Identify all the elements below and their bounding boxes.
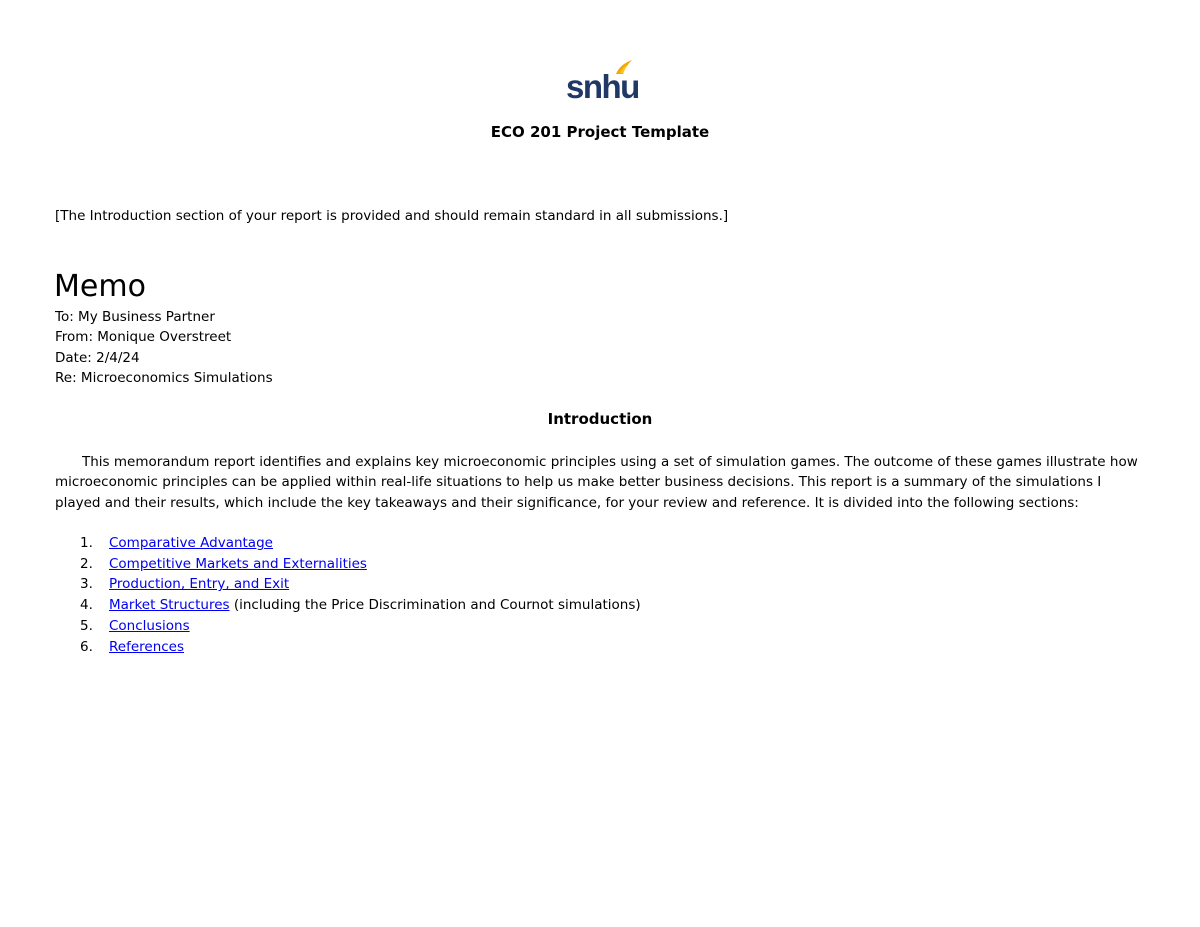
list-suffix: (including the Price Discrimination and Cournot simulations) xyxy=(229,597,641,614)
memo-re: Re: Microeconomics Simulations xyxy=(55,369,273,386)
link-production-entry-exit[interactable]: Production, Entry, and Exit xyxy=(109,576,290,593)
link-comparative-advantage[interactable]: Comparative Advantage xyxy=(109,535,273,551)
intro-note: [The Introduction section of your report is provided and should remain standard in all submissions.] xyxy=(55,208,729,224)
list-number: 3. xyxy=(80,576,93,593)
snhu-logo xyxy=(566,58,639,105)
list-number: 6. xyxy=(80,638,93,655)
list-item xyxy=(80,616,641,637)
introduction-heading: Introduction xyxy=(547,410,653,428)
logo-wordmark: snhu xyxy=(566,68,639,105)
link-market-structures[interactable]: Market Structures xyxy=(109,597,230,614)
memo-to: To: My Business Partner xyxy=(55,309,215,325)
memo-header-block xyxy=(55,307,273,388)
list-item xyxy=(80,637,641,658)
list-item xyxy=(80,554,641,575)
link-conclusions[interactable]: Conclusions xyxy=(109,617,190,634)
section-list xyxy=(80,533,641,657)
link-references[interactable]: References xyxy=(109,638,185,655)
memo-from: From: Monique Overstreet xyxy=(55,329,232,346)
document-title: ECO 201 Project Template xyxy=(490,123,710,141)
memo-heading: Memo xyxy=(54,269,146,304)
list-number: 2. xyxy=(80,555,93,572)
list-item xyxy=(80,574,641,595)
list-number: 5. xyxy=(80,617,93,634)
list-number: 4. xyxy=(80,597,93,614)
list-item xyxy=(80,595,641,616)
list-number: 1. xyxy=(80,535,93,551)
memo-date: Date: 2/4/24 xyxy=(55,349,140,366)
introduction-paragraph: This memorandum report identifies and explains key microeconomic principles using a set of simulation games. The outcome of these games illustrate how microeconomic principles can be applied within real-life situations to help us make better business decisions. This report is a summary of the simulations I played and their results, which include the key takeaways and their significance, for your review and reference. It is divided into the following sections: xyxy=(55,454,1138,511)
link-competitive-markets[interactable]: Competitive Markets and Externalities xyxy=(109,555,367,572)
list-item xyxy=(80,533,641,554)
